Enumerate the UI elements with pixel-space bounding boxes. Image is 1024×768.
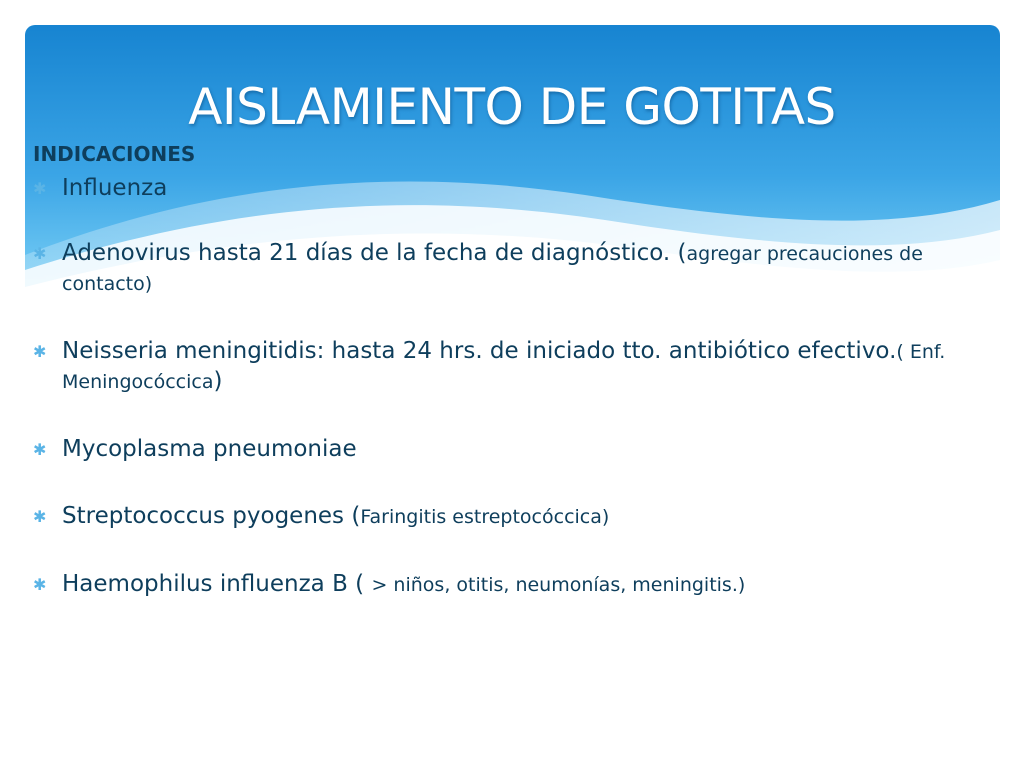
asterisk-icon: ✱ [33, 244, 47, 263]
item-suffix: ) [213, 368, 223, 394]
list-item [33, 570, 993, 600]
slide-title: AISLAMIENTO DE GOTITAS [188, 78, 836, 136]
item-note: Faringitis estreptocóccica) [360, 506, 610, 528]
list-item [33, 239, 993, 299]
indications-list [33, 174, 993, 600]
item-note: agregar precauciones de contacto) [62, 243, 923, 295]
section-heading: INDICACIONES [33, 142, 196, 166]
asterisk-icon: ✱ [33, 440, 47, 459]
item-note: ( Enf. Meningocóccica [62, 341, 946, 393]
item-text: Haemophilus influenza B ( [62, 571, 372, 597]
asterisk-icon: ✱ [33, 342, 47, 361]
list-item [33, 174, 993, 203]
item-text: Streptococcus pyogenes ( [62, 503, 361, 529]
item-text: Adenovirus hasta 21 días de la fecha de diagnóstico. ( [62, 240, 687, 266]
asterisk-icon: ✱ [33, 575, 47, 594]
list-item [33, 435, 993, 464]
asterisk-icon: ✱ [33, 507, 47, 526]
item-note: > niños, otitis, neumonías, meningitis.) [371, 574, 746, 596]
item-text: Mycoplasma pneumoniae [62, 436, 357, 462]
list-item [33, 337, 993, 397]
item-text: Neisseria meningitidis: hasta 24 hrs. de iniciado tto. antibiótico efectivo. [62, 338, 897, 364]
asterisk-icon: ✱ [33, 179, 47, 198]
slide-content [33, 142, 993, 638]
item-text: Influenza [62, 175, 168, 201]
list-item [33, 502, 993, 532]
